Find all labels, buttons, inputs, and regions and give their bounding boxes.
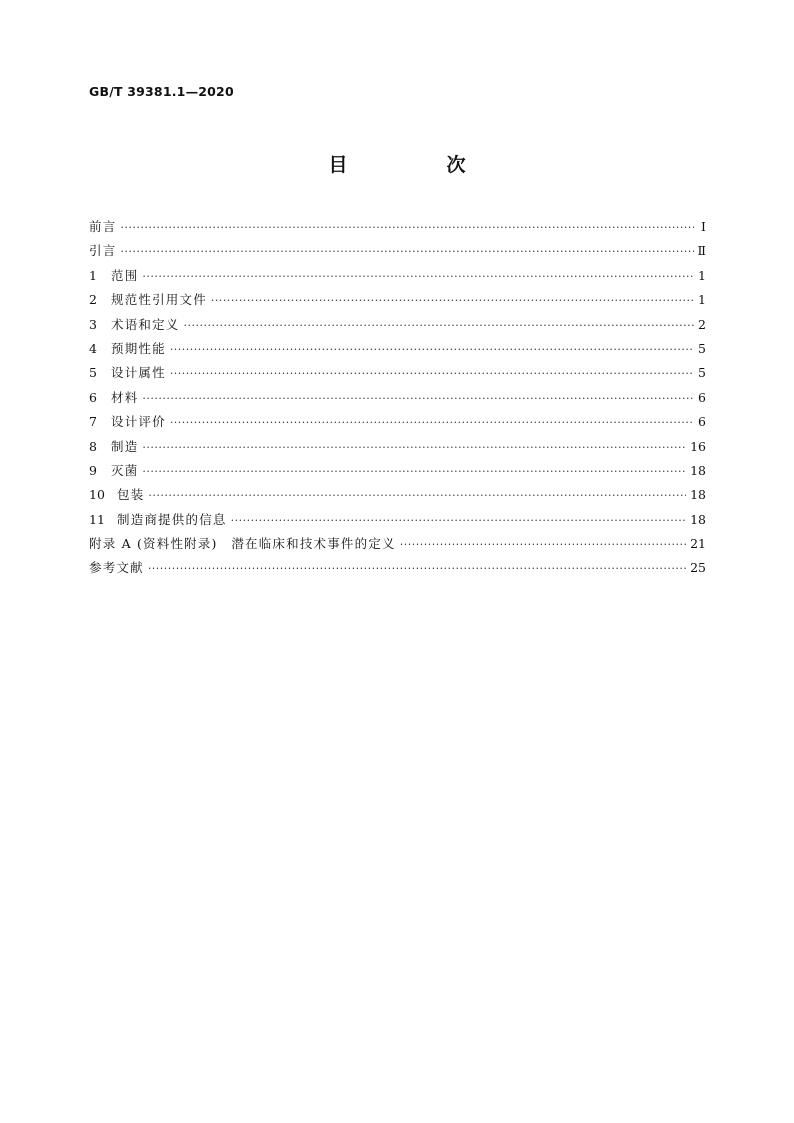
toc-dot-leader: [120, 240, 693, 264]
toc-entry-label: 附录 A (资料性附录) 潜在临床和技术事件的定义: [89, 536, 396, 552]
standard-code: GB/T 39381.1—2020: [89, 84, 234, 99]
toc-dot-leader: [142, 387, 694, 411]
toc-page-number: 5: [698, 340, 706, 356]
toc-entry-number: 11: [89, 511, 105, 527]
toc-entry-label: 前言: [89, 219, 117, 234]
toc-entry-bibliography[interactable]: [89, 556, 706, 580]
toc-entry-number: 4: [89, 340, 97, 356]
toc-dot-leader: [142, 460, 686, 484]
table-of-contents: [89, 215, 706, 581]
toc-page-number: 5: [698, 365, 706, 381]
toc-entry-number: 7: [89, 414, 97, 430]
toc-dot-leader: [184, 314, 694, 338]
toc-dot-leader: [170, 411, 694, 435]
toc-entry-label: 6 材料: [89, 386, 138, 410]
toc-dot-leader: [170, 362, 694, 386]
toc-entry-number: 5: [89, 365, 97, 381]
toc-entry-10[interactable]: [89, 483, 706, 507]
toc-dot-leader: [400, 533, 686, 557]
toc-entry-1[interactable]: [89, 264, 706, 288]
toc-entry-annex-a[interactable]: [89, 532, 706, 556]
toc-dot-leader: [148, 484, 686, 508]
toc-entry-label: 8 制造: [89, 435, 138, 459]
toc-entry-number: 1: [89, 267, 97, 283]
toc-page-number: Ⅱ: [697, 243, 706, 259]
toc-page-number: 16: [690, 438, 706, 454]
toc-dot-leader: [211, 289, 694, 313]
toc-dot-leader: [148, 557, 686, 581]
toc-entry-foreword[interactable]: [89, 215, 706, 239]
toc-entry-label: 1 范围: [89, 264, 138, 288]
toc-dot-leader: [231, 509, 686, 533]
toc-entry-11[interactable]: [89, 508, 706, 532]
toc-entry-label: 10 包装: [89, 483, 144, 507]
toc-page-number: 18: [690, 511, 706, 527]
toc-entry-5[interactable]: [89, 361, 706, 385]
toc-entry-introduction[interactable]: [89, 239, 706, 263]
toc-title: 目 次: [328, 154, 506, 176]
toc-page-number: 1: [698, 292, 706, 308]
toc-dot-leader: [170, 338, 694, 362]
toc-page-number: 25: [690, 560, 706, 576]
toc-page-number: 6: [698, 414, 706, 430]
toc-entry-9[interactable]: [89, 459, 706, 483]
toc-page-number: 18: [690, 462, 706, 478]
toc-entry-label: 5 设计属性: [89, 361, 166, 385]
toc-dot-leader: [120, 216, 694, 240]
toc-entry-number: 10: [89, 487, 105, 503]
toc-entry-label: 2 规范性引用文件: [89, 288, 207, 312]
toc-page-number: 2: [698, 316, 706, 332]
toc-entry-2[interactable]: [89, 288, 706, 312]
toc-entry-4[interactable]: [89, 337, 706, 361]
toc-page-number: Ⅰ: [701, 219, 706, 234]
toc-entry-number: 2: [89, 292, 97, 308]
toc-page-number: 6: [698, 389, 706, 405]
toc-dot-leader: [142, 265, 694, 289]
toc-entry-label: 9 灭菌: [89, 459, 138, 483]
toc-entry-label: 7 设计评价: [89, 410, 166, 434]
toc-entry-3[interactable]: [89, 313, 706, 337]
toc-page-number: 21: [690, 536, 706, 552]
toc-entry-number: 6: [89, 389, 97, 405]
toc-entry-label: 引言: [89, 243, 117, 259]
toc-entry-number: 3: [89, 316, 97, 332]
toc-entry-8[interactable]: [89, 435, 706, 459]
toc-entry-label: 11 制造商提供的信息: [89, 508, 227, 532]
toc-page-number: 18: [690, 487, 706, 503]
toc-entry-label: 参考文献: [89, 560, 144, 576]
toc-entry-label: 3 术语和定义: [89, 313, 180, 337]
toc-page-number: 1: [698, 267, 706, 283]
toc-dot-leader: [142, 436, 686, 460]
toc-entry-6[interactable]: [89, 386, 706, 410]
toc-entry-number: 8: [89, 438, 97, 454]
toc-entry-number: 9: [89, 462, 97, 478]
toc-entry-7[interactable]: [89, 410, 706, 434]
toc-entry-label: 4 预期性能: [89, 337, 166, 361]
